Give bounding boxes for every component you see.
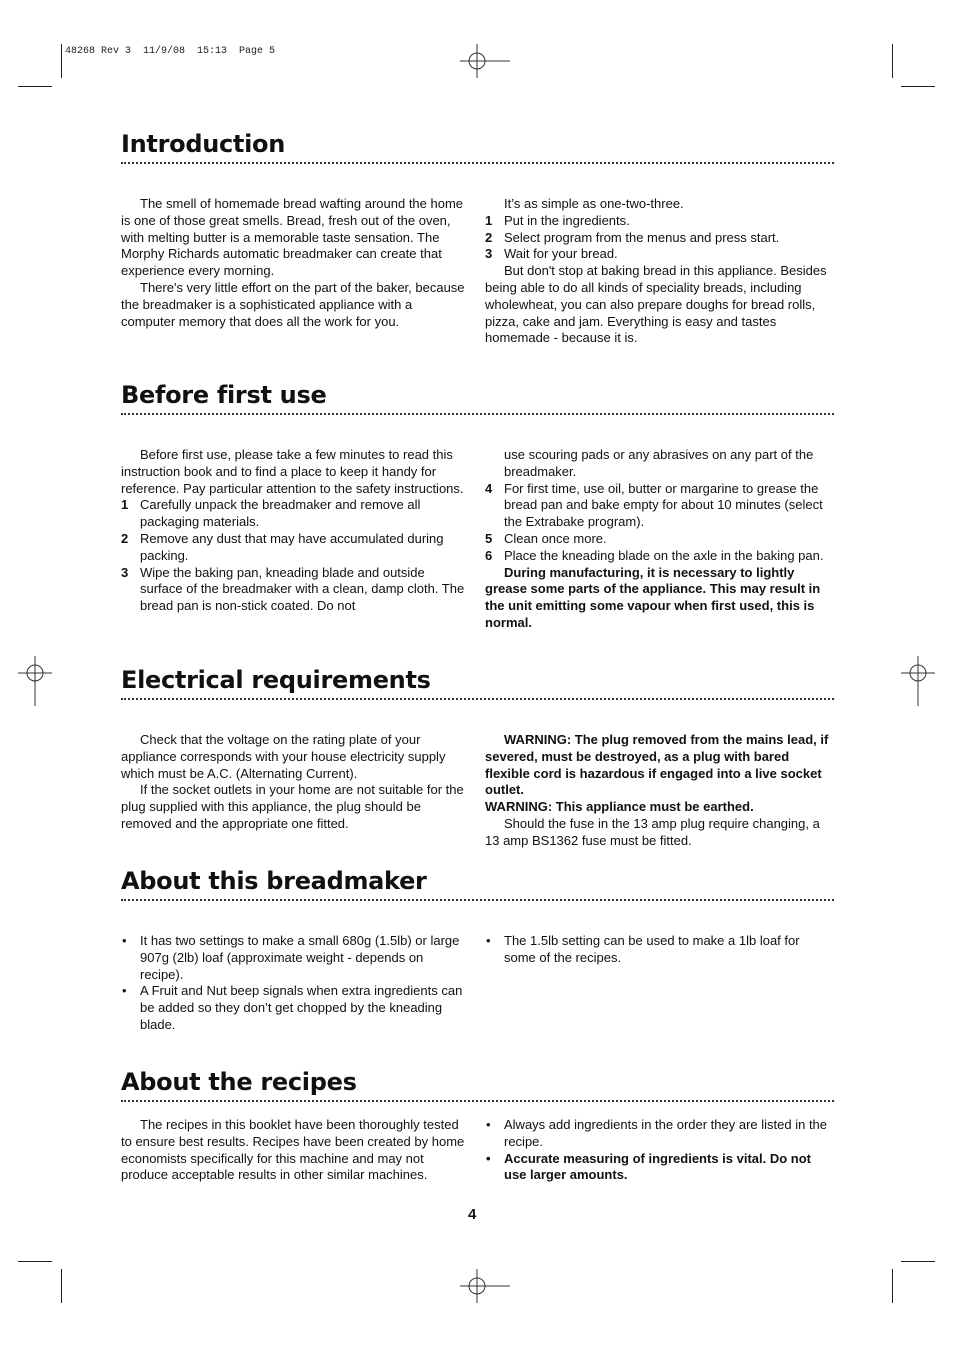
step-text: Carefully unpack the breadmaker and remove all packaging materials.: [140, 497, 421, 530]
list-item: [485, 531, 832, 548]
list-item: [485, 933, 832, 967]
section-about-recipes: [121, 1068, 834, 1183]
bullet-icon: •: [122, 933, 127, 948]
paragraph: Check that the voltage on the rating plate of your appliance corresponds with your house electricity supply which must be A.C. (Alternating Current).: [121, 732, 446, 781]
registration-mark-icon: [901, 656, 935, 706]
list-item: [121, 983, 468, 1033]
left-column: [121, 447, 468, 615]
list-item: [485, 1117, 832, 1151]
step-number: 4: [485, 480, 493, 496]
dotted-divider: [121, 1100, 834, 1102]
paragraph: The recipes in this booklet have been thoroughly tested to ensure best results. Recipes have been created by home economists specifically for this machine and may not produce acceptable results in other similar machines.: [121, 1117, 465, 1183]
list-item: [485, 481, 832, 531]
crop-mark: [18, 1261, 52, 1262]
section-introduction: [121, 130, 834, 346]
bullet-icon: •: [486, 933, 491, 948]
dotted-divider: [121, 413, 834, 415]
step-text: Wait for your bread.: [504, 246, 618, 262]
section-before-first-use: [121, 381, 834, 630]
step-text: Select program from the menus and press start.: [504, 229, 780, 245]
bullet-text: A Fruit and Nut beep signals when extra ingredients can be added so they don’t get chopped by the kneading blade.: [140, 983, 463, 1032]
crop-mark: [892, 44, 893, 78]
left-column: [121, 196, 468, 330]
left-column: [121, 1117, 468, 1184]
step-number: 6: [485, 547, 493, 563]
dotted-divider: [121, 162, 834, 164]
dotted-divider: [121, 698, 834, 700]
section-title: About the recipes: [121, 1068, 357, 1096]
bullet-icon: •: [486, 1117, 491, 1132]
dotted-divider: [121, 899, 834, 901]
left-column: [121, 933, 468, 1034]
paragraph: The smell of homemade bread wafting around the home is one of those great smells. Bread, fresh out of the oven, with melting butter is a memorable taste sensation. The Morphy Richards automatic breadmaker can create that experience every morning.: [121, 196, 464, 279]
crop-mark: [901, 1261, 935, 1262]
step-text: Wipe the baking pan, kneading blade and outside surface of the breadmaker with a clean, damp cloth. The bread pan is non-stick coated. Do not: [140, 564, 465, 614]
section-title: Electrical requirements: [121, 666, 431, 694]
step-number: 1: [485, 212, 493, 228]
section-about-breadmaker: [121, 867, 834, 1032]
registration-mark-icon: [460, 44, 510, 78]
list-item: [121, 497, 468, 531]
crop-mark: [892, 1269, 893, 1303]
right-column: [485, 447, 832, 632]
right-column: [485, 1117, 832, 1184]
crop-mark: [901, 86, 935, 87]
step-text: Put in the ingredients.: [504, 212, 630, 228]
list-item: [485, 230, 832, 247]
list-item: [121, 933, 468, 983]
list-item: [485, 1151, 832, 1185]
bullet-icon: •: [486, 1150, 491, 1166]
bullet-text: Accurate measuring of ingredients is vital. Do not use larger amounts.: [504, 1150, 812, 1183]
list-item: [485, 246, 832, 263]
page-number: 4: [468, 1206, 477, 1223]
section-title: About this breadmaker: [121, 867, 427, 895]
step-number: 5: [485, 530, 493, 546]
section-title: Before first use: [121, 381, 327, 409]
list-item: [121, 531, 468, 565]
bullet-text: Always add ingredients in the order they are listed in the recipe.: [504, 1117, 828, 1149]
bullet-icon: •: [122, 983, 127, 999]
section-title: Introduction: [121, 130, 285, 158]
paragraph: use scouring pads or any abrasives on any part of the breadmaker.: [504, 447, 814, 479]
left-column: [121, 732, 468, 833]
print-slug: 48268 Rev 3 11/9/08 15:13 Page 5: [65, 46, 276, 57]
right-column: [485, 933, 832, 967]
list-item: [485, 213, 832, 230]
step-number: 1: [121, 497, 129, 513]
paragraph: There's very little effort on the part of the baker, because the breadmaker is a sophisticated appliance with a computer memory that does all the work for you.: [121, 279, 465, 329]
paragraph: But don't stop at baking bread in this appliance. Besides being able to do all kinds of speciality breads, including wholewheat, you can also prepare doughs for bread rolls, pizza, cake and jam. Everything is easy and tastes homemade - because it is.: [485, 263, 827, 346]
step-text: Place the kneading blade on the axle in the baking pan.: [504, 547, 824, 563]
section-electrical-requirements: [121, 666, 834, 848]
registration-mark-icon: [18, 656, 52, 706]
step-number: 2: [485, 229, 493, 245]
warning-text: WARNING: The plug removed from the mains lead, if severed, must be destroyed, as a plug with bared flexible cord is hazardous if engaged into a live socket outlet.: [485, 732, 829, 798]
paragraph: It’s as simple as one-two-three.: [504, 196, 684, 211]
right-column: [485, 196, 832, 347]
paragraph: Before first use, please take a few minutes to read this instruction book and to find a place to keep it handy for reference. Pay particular attention to the safety instructions.: [121, 447, 464, 496]
step-number: 2: [121, 530, 129, 546]
right-column: [485, 732, 832, 850]
step-text: Clean once more.: [504, 530, 607, 546]
crop-mark: [61, 1269, 62, 1303]
list-item: [485, 548, 832, 565]
crop-mark: [61, 44, 62, 78]
crop-mark: [18, 86, 52, 87]
registration-mark-icon: [460, 1269, 510, 1303]
paragraph: Should the fuse in the 13 amp plug require changing, a 13 amp BS1362 fuse must be fitted.: [485, 815, 820, 848]
bullet-text: The 1.5lb setting can be used to make a 1lb loaf for some of the recipes.: [504, 933, 800, 965]
warning-text: WARNING: This appliance must be earthed.: [485, 799, 754, 815]
bullet-text: It has two settings to make a small 680g (1.5lb) or large 907g (2lb) loaf (approximate weight - depends on recipe).: [140, 933, 460, 982]
step-number: 3: [485, 246, 493, 262]
paragraph: If the socket outlets in your home are not suitable for the plug supplied with this appliance, the plug should be removed and the appropriate one fitted.: [121, 782, 464, 831]
paragraph-bold: During manufacturing, it is necessary to lightly grease some parts of the appliance. This may result in the unit emitting some vapour when first used, this is normal.: [485, 564, 821, 630]
step-text: Remove any dust that may have accumulated during packing.: [140, 530, 444, 563]
step-number: 3: [121, 564, 129, 580]
list-item: [121, 565, 468, 615]
step-text: For first time, use oil, butter or margarine to grease the bread pan and bake empty for about 10 minutes (select the Extrabake program).: [504, 480, 823, 530]
